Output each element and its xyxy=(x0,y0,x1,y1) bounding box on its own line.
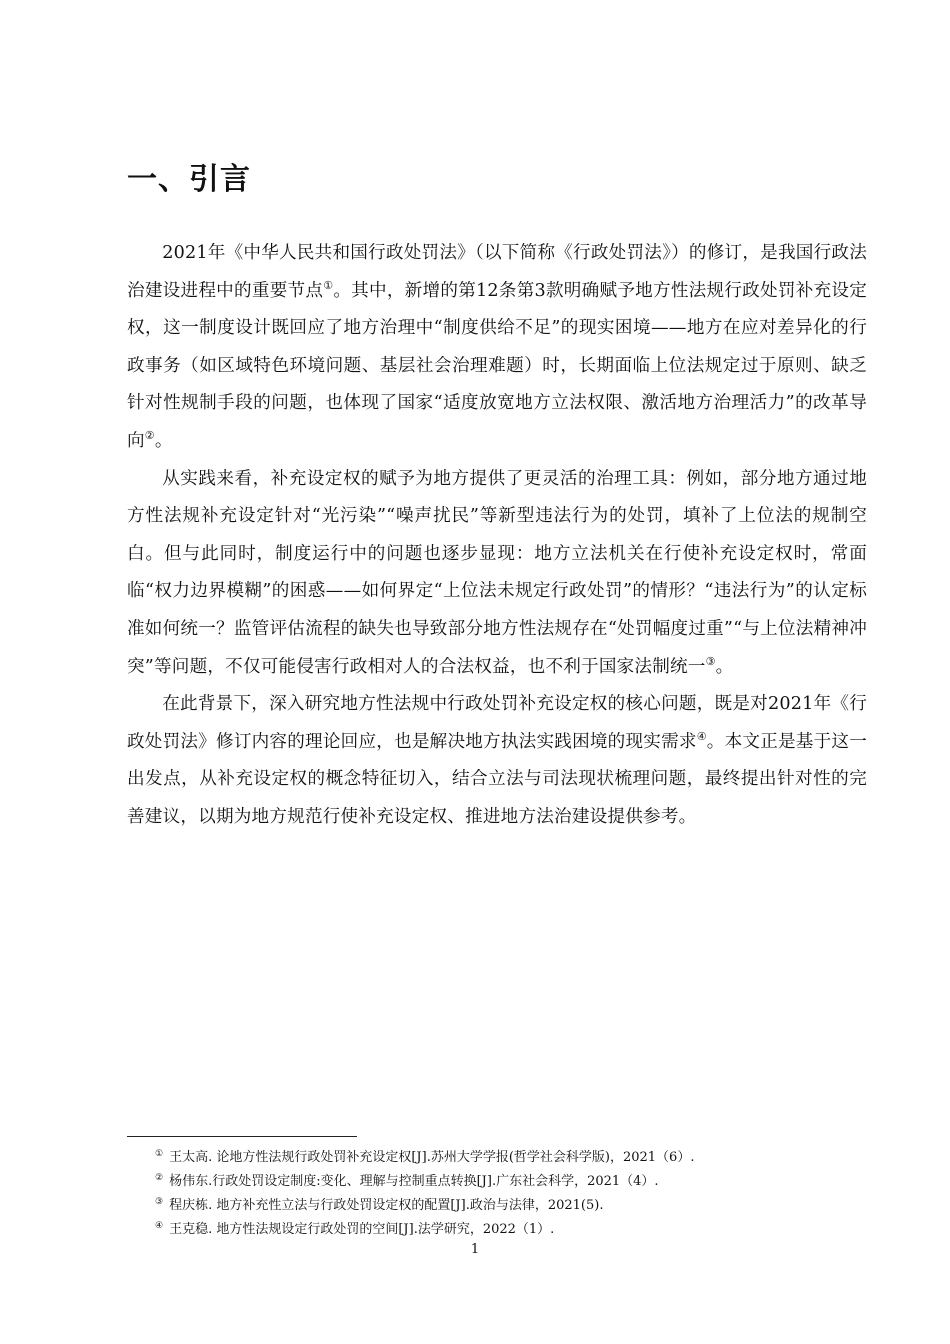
footnote-text: 王克稳. 地方性法规设定行政处罚的空间[J].法学研究，2022（1）. xyxy=(169,1222,555,1237)
footnotes xyxy=(155,1146,875,1242)
paragraph-3 xyxy=(127,686,867,836)
footnote-text: 杨伟东.行政处罚设定制度:变化、理解与控制重点转换[J].广东社会科学，2021（4）. xyxy=(169,1174,659,1189)
footnote-text: 王太高. 论地方性法规行政处罚补充设定权[J].苏州大学学报(哲学社会科学版)，2021（6）. xyxy=(169,1150,695,1165)
footnote-2 xyxy=(155,1170,875,1194)
paragraph-text: 从实践来看，补充设定权的赋予为地方提供了更灵活的治理工具：例如，部分地方通过地方性法规补充设定针对“光污染”“噪声扰民”等新型违法行为的处罚，填补了上位法的规制空白。但与此同时，制度运行中的问题也逐步显现：地方立法机关在行使补充设定权时，常面临“权力边界模糊”的困惑——如何界定“上位法未规定行政处罚”的情形？“违法行为”的认定标准如何统一？监管评估流程的缺失也导致部分地方性法规存在“处罚幅度过重”“与上位法精神冲突”等问题，不仅可能侵害行政相对人的合法权益，也不利于国家法制统一 xyxy=(127,468,867,677)
footnote-ref-1[interactable]: ① xyxy=(323,278,334,292)
paragraph-text: 。 xyxy=(154,430,173,451)
footnote-3 xyxy=(155,1194,875,1218)
footnote-mark: ① xyxy=(155,1148,164,1159)
footnote-mark: ③ xyxy=(155,1196,164,1207)
footnote-ref-3[interactable]: ③ xyxy=(705,654,716,668)
paragraph-text: 。其中，新增的第12条第3款明确赋予地方性法规行政处罚补充设定权，这一制度设计既回应了地方治理中“制度供给不足”的现实困境——地方在应对差异化的行政事务（如区域特色环境问题、基层社会治理难题）时，长期面临上位法规定过于原则、缺乏针对性规制手段的问题，也体现了国家“适度放宽地方立法权限、激活地方治理活力”的改革导向 xyxy=(127,280,867,451)
footnote-separator xyxy=(127,1136,357,1137)
paragraph-text: 。 xyxy=(715,656,734,677)
footnote-ref-4[interactable]: ④ xyxy=(696,729,707,743)
section-heading: 一、引言 xyxy=(127,162,251,197)
footnote-ref-2[interactable]: ② xyxy=(144,429,155,443)
paragraph-text: 。本文正是基于这一出发点，从补充设定权的概念特征切入，结合立法与司法现状梳理问题，最终提出针对性的完善建议，以期为地方规范行使补充设定权、推进地方法治建设提供参考。 xyxy=(127,731,867,827)
footnote-mark: ④ xyxy=(155,1220,164,1231)
footnote-4 xyxy=(155,1218,875,1242)
paragraph-1 xyxy=(127,235,867,461)
body-text xyxy=(127,235,867,837)
footnote-text: 程庆栋. 地方补充性立法与行政处罚设定权的配置[J].政治与法律，2021(5). xyxy=(169,1198,604,1213)
page-number: 1 xyxy=(470,1242,480,1257)
paragraph-2 xyxy=(127,461,867,687)
footnote-mark: ② xyxy=(155,1172,164,1183)
paragraph-text: 在此背景下，深入研究地方性法规中行政处罚补充设定权的核心问题，既是对2021年《行政处罚法》修订内容的理论回应，也是解决地方执法实践困境的现实需求 xyxy=(127,694,867,752)
footnote-1 xyxy=(155,1146,875,1170)
paragraph-text: 2021年《中华人民共和国行政处罚法》（以下简称《行政处罚法》）的修订，是我国行政法治建设进程中的重要节点 xyxy=(127,243,867,301)
